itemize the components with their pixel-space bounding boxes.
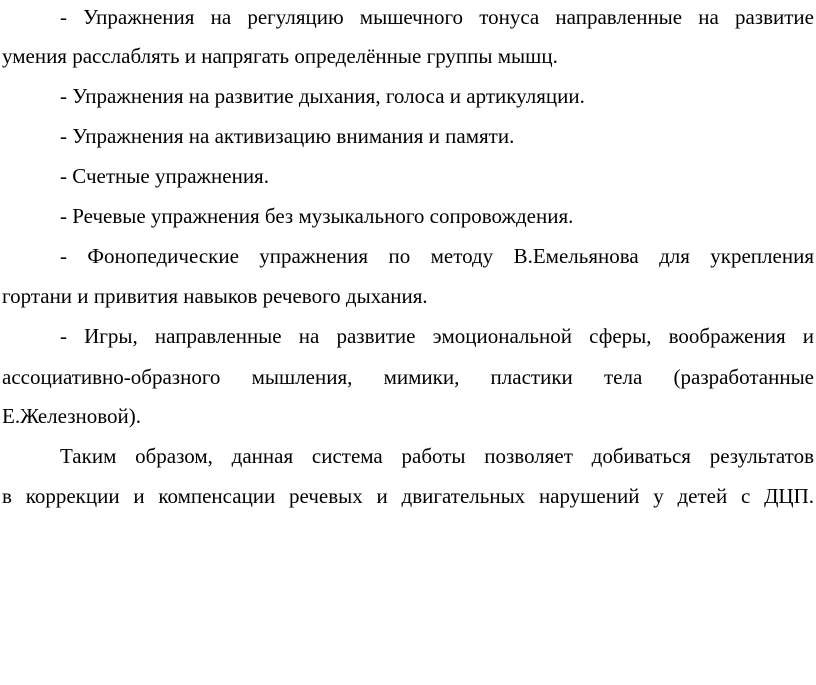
text-line: ассоциативно-образного мышления, мимики, пластики тела (разработанные	[2, 365, 814, 389]
text-line: - Речевые упражнения без музыкального сопровождения.	[60, 204, 574, 228]
text-line: Таким образом, данная система работы позволяет добиваться результатов	[60, 444, 814, 468]
text-line: гортани и привития навыков речевого дыхания.	[2, 284, 428, 308]
text-line: в коррекции и компенсации речевых и двигательных нарушений у детей с ДЦП.	[2, 484, 814, 508]
text-line: - Упражнения на регуляцию мышечного тонуса направленные на развитие	[60, 5, 814, 29]
text-line: - Счетные упражнения.	[60, 164, 269, 188]
text-line: - Упражнения на активизацию внимания и памяти.	[60, 124, 515, 148]
text-line: - Упражнения на развитие дыхания, голоса и артикуляции.	[60, 84, 585, 108]
text-line: умения расслаблять и напрягать определённые группы мышц.	[2, 44, 558, 68]
text-line: - Игры, направленные на развитие эмоциональной сферы, воображения и	[60, 324, 814, 348]
text-line: Е.Железновой).	[2, 404, 141, 428]
text-line: - Фонопедические упражнения по методу В.Емельянова для укрепления	[60, 244, 814, 268]
